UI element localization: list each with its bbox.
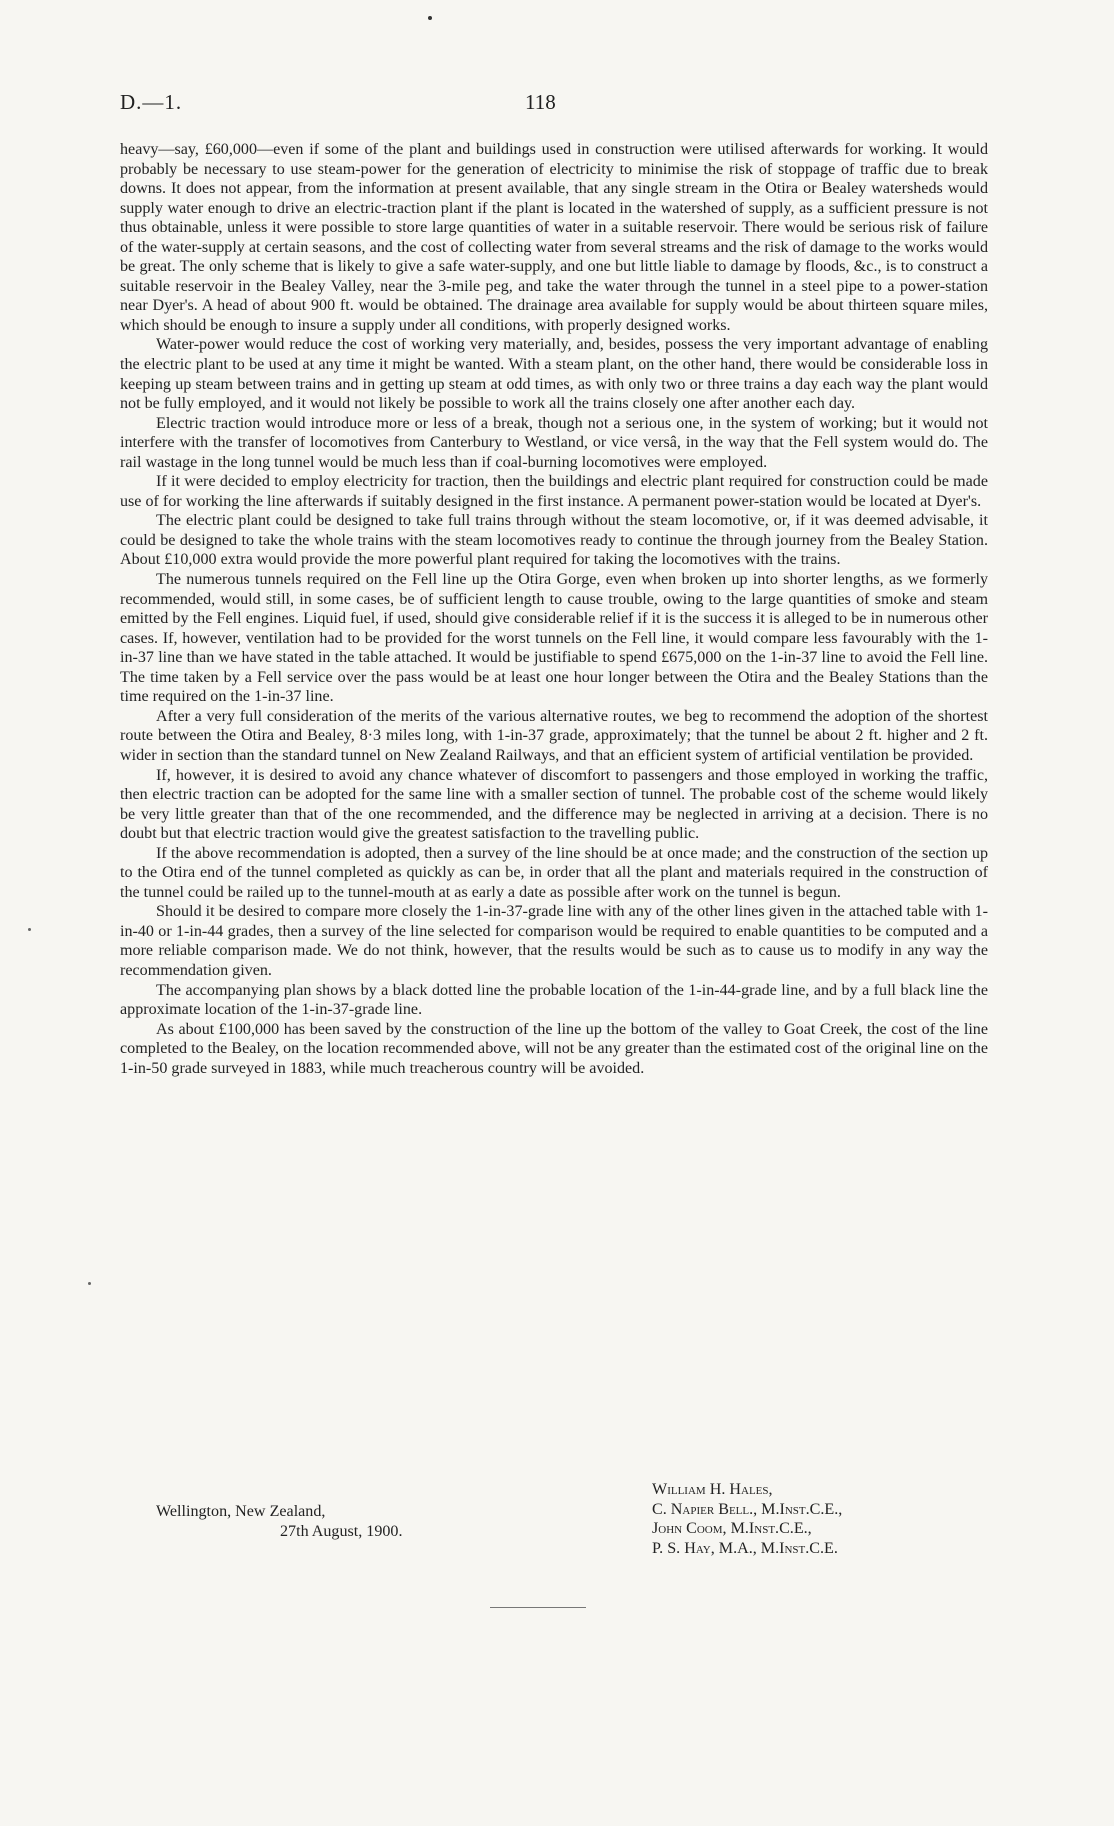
paragraph: Should it be desired to compare more closely the 1-in-37-grade line with any of the other lines given in the attached table with 1-in-40 or 1-in-44 grades, then a survey of the line selected for comparison would be required to enable quantities to be computed and a more reliable comparison made. We do not think, however, that the results would be such as to cause us to modify in any way the recommendation given. — [120, 903, 988, 979]
signoff-block — [120, 1480, 988, 1570]
paragraph: The numerous tunnels required on the Fell line up the Otira Gorge, even when broken up into shorter lengths, as we formerly recommended, would still, in some cases, be of sufficient length to cause trouble, owing to the large quantities of smoke and steam emitted by the Fell engines. Liquid fuel, if used, should give considerable relief if it is the success it is alleged to be in numerous other cases. If, however, ventilation had to be provided for the worst tunnels on the Fell line, it would compare less favourably with the 1-in-37 line than we have stated in the table attached. It would be justifiable to spend £675,000 on the 1-in-37 line to avoid the Fell line. The time taken by a Fell service over the pass would be at least one hour longer between the Otira and the Bealey Stations than the time required on the 1-in-37 line. — [120, 571, 988, 706]
paragraph: heavy—say, £60,000—even if some of the plant and buildings used in construction were utilised afterwards for working. It would probably be necessary to use steam-power for the generation of electricity to minimise the risk of stoppage of traffic due to break downs. It does not appear, from the information at present available, that any single stream in the Otira or Bealey watersheds would supply water enough to drive an electric-traction plant if the plant is located in the watershed of supply, as a sufficient pressure is not thus obtainable, unless it were possible to store large quantities of water in a suitable reservoir. There would be serious risk of failure of the water-supply at certain seasons, and the cost of collecting water from several streams and the risk of damage to the works would be great. The only scheme that is likely to give a safe water-supply, and one but little liable to damage by floods, &c., is to construct a suitable reservoir in the Bealey Valley, near the 3-mile peg, and take the water through the tunnel in a steel pipe to a power-station near Dyer's. A head of about 900 ft. would be obtained. The drainage area available for supply would be about thirteen square miles, which should be enough to insure a supply under all conditions, with properly designed works. — [120, 141, 988, 334]
signatory: P. S. Hay, M.A., M.Inst.C.E. — [652, 1539, 838, 1557]
signatory-list — [652, 1480, 842, 1558]
paragraph: If it were decided to employ electricity for traction, then the buildings and electric plant required for construction could be made use of for working the line afterwards if suitably designed in the first instance. A permanent power-station would be located at Dyer's. — [120, 473, 988, 510]
signatory: John Coom, M.Inst.C.E., — [652, 1520, 812, 1537]
paragraph: Water-power would reduce the cost of working very materially, and, besides, possess the very important advantage of enabling the electric plant to be used at any time it might be wanted. With a steam plant, on the other hand, there would be considerable loss in keeping up steam between trains and in getting up steam at odd times, as with only two or three trains a day each way the plant would not be fully employed, and it would not likely be possible to work all the trains closely one after another each day. — [120, 336, 988, 413]
paragraph: After a very full consideration of the merits of the various alternative routes, we beg to recommend the adoption of the shortest route between the Otira and Bealey, 8·3 miles long, with 1-in-37 grade, approximately; that the tunnel be about 2 ft. higher and 2 ft. wider in section than the standard tunnel on New Zealand Railways, and that an efficient system of artificial ventilation be provided. — [120, 707, 988, 764]
paragraph: If, however, it is desired to avoid any chance whatever of discomfort to passengers and those employed in working the traffic, then electric traction can be adopted for the same line with a smaller section of tunnel. The probable cost of the scheme would likely be very little greater than that of the one recommended, and the difference may be neglected in arriving at a decision. There is no doubt but that electric traction would give the greatest satisfaction to the travelling public. — [120, 766, 988, 843]
body-text — [120, 140, 988, 1078]
signoff-place: Wellington, New Zealand, — [156, 1503, 326, 1520]
signatory: C. Napier Bell., M.Inst.C.E., — [652, 1500, 843, 1518]
document-reference: D.—1. — [120, 90, 183, 114]
margin-mark — [88, 1282, 91, 1285]
margin-mark — [28, 928, 31, 931]
paragraph: The accompanying plan shows by a black dotted line the probable location of the 1-in-44-grade line, and by a full black line the approximate location of the 1-in-37-grade line. — [120, 981, 988, 1019]
paragraph: As about £100,000 has been saved by the construction of the line up the bottom of the valley to Goat Creek, the cost of the line completed to the Bealey, on the location recommended above, will not be any greater than the estimated cost of the original line on the 1-in-50 grade surveyed in 1883, while much treacherous country will be avoided. — [120, 1020, 988, 1077]
signatory: William H. Hales, — [652, 1481, 773, 1498]
paragraph: If the above recommendation is adopted, then a survey of the line should be at once made; and the construction of the section up to the Otira end of the tunnel completed as quickly as can be, in order that all the plant and materials required in the construction of the tunnel could be railed up to the tunnel-mouth at as early a date as possible after work on the tunnel is begun. — [120, 844, 988, 901]
closing-rule — [490, 1607, 586, 1608]
page-top-mark — [428, 16, 432, 20]
paragraph: The electric plant could be designed to take full trains through without the steam locomotive, or, if it was deemed advisable, it could be designed to take the whole trains with the steam locomotives ready to continue the through journey from the Bealey Station. About £10,000 extra would provide the more powerful plant required for taking the locomotives with the trains. — [120, 512, 988, 569]
paragraph: Electric traction would introduce more or less of a break, though not a serious one, in the system of working; but it would not interfere with the transfer of locomotives from Canterbury to Westland, or vice versâ, in the way that the Fell system would do. The rail wastage in the long tunnel would be much less than if coal-burning locomotives were employed. — [120, 414, 988, 471]
signoff-date: 27th August, 1900. — [280, 1523, 403, 1540]
page-header — [120, 90, 994, 120]
page-number: 118 — [525, 90, 556, 114]
